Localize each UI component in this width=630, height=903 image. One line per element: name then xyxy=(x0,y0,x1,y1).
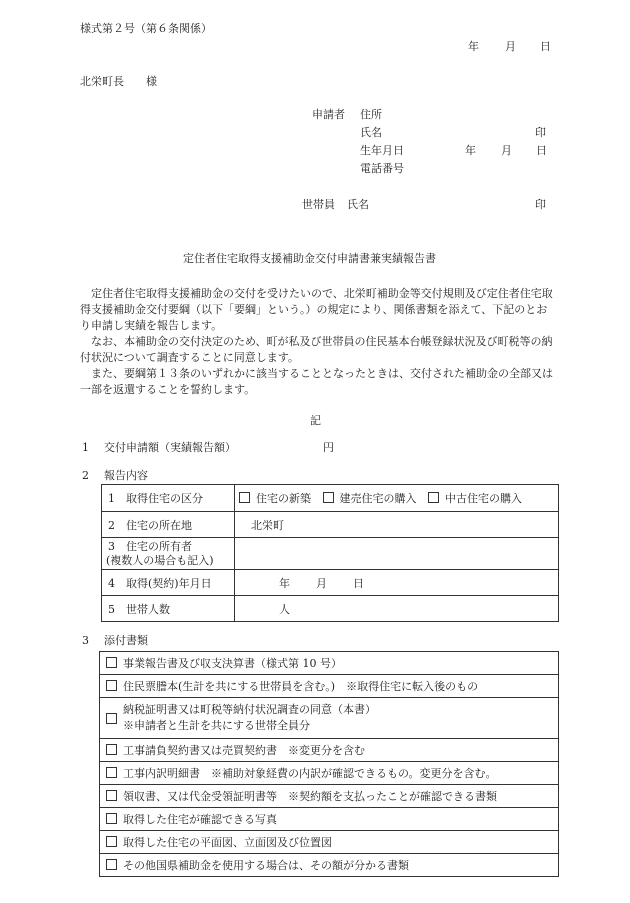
attachment-text: 住民票謄本(生計を共にする世帯員を含む。) ※取得住宅に転入後のもの xyxy=(123,680,479,693)
date-year: 年 xyxy=(468,40,479,53)
applicant-phone-label: 電話番号 xyxy=(360,162,404,175)
body-paragraph-1: 定住者住宅取得支援補助金の交付を受けたいので、北栄町補助金等交付規則及び定住者住宅取得支援補助金交付要綱（以下「要綱」という。）の規定により、関係書類を添えて、下記のとおり申請し実績を報告します。 xyxy=(80,287,553,332)
attachment-item xyxy=(100,739,559,762)
body-paragraph-2: なお、本補助金の交付決定のため、町が私及び世帯員の住民基本台帳登録状況及び町税等の納付状況について調査することに同意します。 xyxy=(80,335,553,364)
table-row xyxy=(100,831,559,854)
row-label: 2 住宅の所在地 xyxy=(102,512,235,538)
attachment-item xyxy=(100,698,559,739)
table-row xyxy=(102,538,559,570)
report-table xyxy=(101,484,559,622)
row-label: 5 世帯人数 xyxy=(102,596,235,622)
ki-heading: 記 xyxy=(310,414,321,427)
checkbox[interactable] xyxy=(106,790,117,801)
checkbox[interactable] xyxy=(106,713,117,724)
birth-month: 月 xyxy=(501,144,512,157)
item1-unit: 円 xyxy=(323,441,334,454)
body-text xyxy=(80,286,558,398)
table-row xyxy=(102,570,559,596)
acq-month: 月 xyxy=(316,576,327,590)
person-unit: 人 xyxy=(279,602,290,616)
attachment-text: 領収書、又は代金受領証明書等 ※契約額を支払ったことが確認できる書類 xyxy=(123,790,497,803)
birth-year: 年 xyxy=(465,144,476,157)
attachment-item xyxy=(100,831,559,854)
checkbox[interactable] xyxy=(106,767,117,778)
checkbox[interactable] xyxy=(106,859,117,870)
attachment-item xyxy=(100,652,559,675)
attachment-text: 工事内訳明細書 ※補助対象経費の内訳が確認できるもの。変更分を含む。 xyxy=(123,767,497,780)
option-new-build: 住宅の新築 xyxy=(256,492,311,505)
location-value[interactable] xyxy=(235,512,559,538)
table-row xyxy=(102,485,559,512)
attachment-text: 取得した住宅が確認できる写真 xyxy=(123,813,277,826)
checkbox[interactable] xyxy=(106,836,117,847)
item2-label: 報告内容 xyxy=(104,469,148,482)
attachment-item xyxy=(100,854,559,877)
form-number: 様式第２号（第６条関係） xyxy=(80,22,212,35)
checkbox-ready-built[interactable] xyxy=(323,492,334,503)
household-seal: 印 xyxy=(535,198,546,211)
attachment-text: その他国県補助金を使用する場合は、その額が分かる書類 xyxy=(123,859,409,872)
table-row xyxy=(100,854,559,877)
table-row xyxy=(100,675,559,698)
checkbox-used-house[interactable] xyxy=(428,492,439,503)
row-label: 1 取得住宅の区分 xyxy=(102,485,235,512)
addressee: 北栄町長 様 xyxy=(80,75,157,88)
table-row xyxy=(100,652,559,675)
attachment-text: 事業報告書及び収支決算書（様式第 10 号） xyxy=(123,657,342,670)
attachment-item xyxy=(100,808,559,831)
item2-number: 2 xyxy=(82,469,89,482)
birth-day: 日 xyxy=(536,144,547,157)
household-count-value[interactable] xyxy=(235,596,559,622)
item1-number: 1 xyxy=(82,441,89,454)
item3-label: 添付書類 xyxy=(104,634,148,647)
acq-day: 日 xyxy=(353,576,364,590)
attachment-text: 工事請負契約書又は売買契約書 ※変更分を含む xyxy=(123,744,365,757)
housing-type-options xyxy=(235,485,559,512)
attachments-table xyxy=(99,651,559,877)
owner-label: 3 住宅の所有者 xyxy=(108,539,192,553)
date-day: 日 xyxy=(540,40,551,53)
checkbox[interactable] xyxy=(106,657,117,668)
location-prefix: 北栄町 xyxy=(251,518,284,532)
applicant-seal: 印 xyxy=(535,126,546,139)
attachment-text: 取得した住宅の平面図、立面図及び位置図 xyxy=(123,836,332,849)
table-row xyxy=(100,698,559,739)
table-row xyxy=(102,512,559,538)
checkbox-new-build[interactable] xyxy=(239,492,250,503)
body-paragraph-3: また、要綱第１３条のいずれかに該当することとなったときは、交付された補助金の全部又は一部を返還することを誓約します。 xyxy=(80,367,553,396)
acq-year: 年 xyxy=(279,576,290,590)
item1-label: 交付申請額（実績報告額） xyxy=(104,441,236,454)
option-ready-built: 建売住宅の購入 xyxy=(339,492,417,505)
applicant-label: 申請者 xyxy=(312,108,345,121)
table-row xyxy=(100,739,559,762)
attachment-text: 納税証明書又は町税等納付状況調査の同意（本書） xyxy=(123,703,376,716)
row-label: 4 取得(契約)年月日 xyxy=(102,570,235,596)
owner-value[interactable] xyxy=(235,538,559,570)
attachment-item xyxy=(100,675,559,698)
household-name-label: 氏名 xyxy=(347,198,369,211)
applicant-name-label: 氏名 xyxy=(360,126,382,139)
date-month: 月 xyxy=(505,40,516,53)
owner-note: (複数人の場合も記入) xyxy=(106,553,214,567)
checkbox[interactable] xyxy=(106,744,117,755)
option-used-house: 中古住宅の購入 xyxy=(445,492,522,505)
attachment-item xyxy=(100,762,559,785)
attachment-note: ※申請者と生計を共にする世帯全員分 xyxy=(123,719,310,732)
row-label-owner xyxy=(102,538,235,570)
acquisition-date-value[interactable] xyxy=(235,570,559,596)
table-row xyxy=(100,762,559,785)
table-row xyxy=(100,785,559,808)
table-row xyxy=(102,596,559,622)
household-label: 世帯員 xyxy=(302,198,335,211)
checkbox[interactable] xyxy=(106,680,117,691)
applicant-birth-label: 生年月日 xyxy=(360,144,404,157)
document-title: 定住者住宅取得支援補助金交付申請書兼実績報告書 xyxy=(183,252,436,265)
table-row xyxy=(100,808,559,831)
attachment-item xyxy=(100,785,559,808)
item3-number: 3 xyxy=(82,634,89,647)
checkbox[interactable] xyxy=(106,813,117,824)
applicant-address-label: 住所 xyxy=(360,108,382,121)
